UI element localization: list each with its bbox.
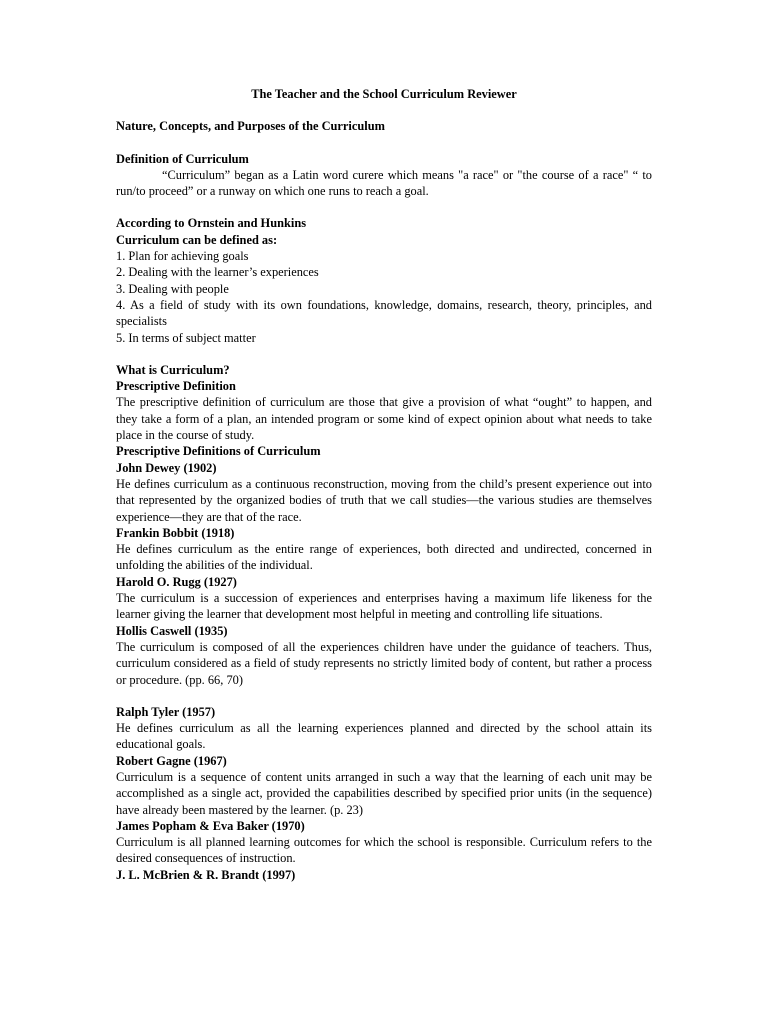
author-name: Hollis Caswell (1935) <box>116 623 228 638</box>
list-item: 3. Dealing with people <box>116 281 229 296</box>
author-name: James Popham & Eva Baker (1970) <box>116 818 305 833</box>
author-definition: Curriculum is all planned learning outcomes for which the school is responsible. Curriculum refers to the desired consequences of instruction. <box>116 835 652 866</box>
list-item: 5. In terms of subject matter <box>116 330 256 345</box>
list-item: 1. Plan for achieving goals <box>116 249 249 264</box>
definition-text: “Curriculum” began as a Latin word curere which means "a race" or "the course of a race" “ to run/to proceed” or a runway on which one runs to reach a goal. <box>116 167 652 199</box>
spacer <box>116 688 652 704</box>
prescriptive-heading: Prescriptive Definition <box>116 379 236 394</box>
author-name: John Dewey (1902) <box>116 460 217 475</box>
author-name: Frankin Bobbit (1918) <box>116 525 235 540</box>
list-item: 2. Dealing with the learner’s experiences <box>116 265 319 280</box>
section-title: Nature, Concepts, and Purposes of the Curriculum <box>116 119 385 134</box>
author-name: Harold O. Rugg (1927) <box>116 574 237 589</box>
ornstein-list <box>116 248 652 346</box>
prescriptive-text: The prescriptive definition of curriculum are those that give a provision of what “ought” to happen, and they take a form of a plan, an intended program or some kind of expect opinion about what needs to take place in the course of study. <box>116 395 652 443</box>
author-definition: The curriculum is composed of all the experiences children have under the guidance of teachers. Thus, curriculum considered as a field of study represents no strictly limited body of content, but rather a process or procedure. (pp. 66, 70) <box>116 639 652 687</box>
author-definition: He defines curriculum as a continuous reconstruction, moving from the child’s present experience out into that represented by the organized bodies of truth that we call studies—the various studies are themselves experience—they are that of the race. <box>116 476 652 524</box>
author-definition: He defines curriculum as the entire range of experiences, both directed and undirected, concerned in unfolding the abilities of the individual. <box>116 542 652 573</box>
what-heading: What is Curriculum? <box>116 362 230 377</box>
author-name: Robert Gagne (1967) <box>116 753 227 768</box>
ornstein-subheading: Curriculum can be defined as: <box>116 232 278 247</box>
definitions-heading: Prescriptive Definitions of Curriculum <box>116 444 321 459</box>
author-definition: He defines curriculum as all the learning experiences planned and directed by the school attain its educational goals. <box>116 721 652 752</box>
document-title: The Teacher and the School Curriculum Reviewer <box>251 87 517 101</box>
ornstein-heading: According to Ornstein and Hunkins <box>116 216 307 231</box>
author-definition: Curriculum is a sequence of content units arranged in such a way that the learning of each unit may be accomplished as a single act, provided the capabilities described by specified prior units (in the sequence) have already been mastered by the learner. (p. 23) <box>116 769 652 817</box>
author-definition: The curriculum is a succession of experiences and enterprises having a maximum life likeness for the learner giving the learner that development most helpful in meeting and controlling life situations. <box>116 591 652 622</box>
spacer <box>116 346 652 362</box>
author-name: J. L. McBrien & R. Brandt (1997) <box>116 867 296 882</box>
author-name: Ralph Tyler (1957) <box>116 704 216 719</box>
definition-heading: Definition of Curriculum <box>116 151 249 166</box>
spacer <box>116 199 652 215</box>
list-item: 4. As a field of study with its own foundations, knowledge, domains, research, theory, principles, and specialists <box>116 297 652 329</box>
